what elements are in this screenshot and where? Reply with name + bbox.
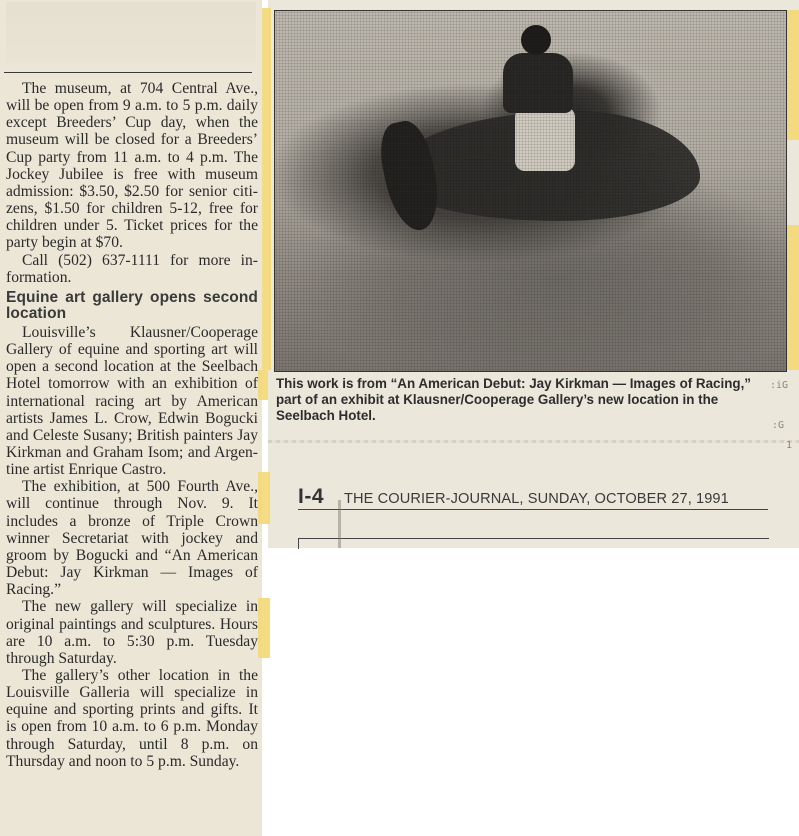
fold-mark bbox=[338, 500, 341, 548]
paragraph-exhibition: The exhibition, at 500 Fourth Ave., will continue through Nov. 9. It includes a bronze of Triple Crown winner Secretariat with jockey and groom by Bogucki and “An American Debut: Jay Kirkman — Images of Racing.” bbox=[6, 478, 258, 599]
article-body bbox=[6, 80, 258, 770]
tape-strip-photo-left bbox=[262, 8, 271, 370]
bleed-through-text bbox=[6, 2, 256, 64]
bleed-through-mark: :iG bbox=[770, 380, 789, 391]
photo-caption: This work is from “An American Debut: Jay Kirkman — Images of Racing,” part of an exhibit at Klausner/Cooperage Gallery’s new location in the Seelbach Hotel. bbox=[276, 376, 751, 423]
tape-strip-left-lower bbox=[258, 598, 270, 658]
paragraph-gallery-intro: Louisville’s Klausner/Cooperage Gallery of equine and sporting art will open a second location at the Seelbach Hotel tomorrow with an exhibition of international racing art by American artists James L. Crow, Edwin Bogucki and Celeste Susany; British painters Jay Kirkman and Graham Isom; and Argentine artist Enrique Castro. bbox=[6, 323, 258, 479]
halftone-overlay bbox=[275, 11, 786, 371]
page-number: I-4 bbox=[298, 485, 325, 508]
newspaper-dateline: THE COURIER-JOURNAL, SUNDAY, OCTOBER 27, 1991 bbox=[344, 491, 729, 507]
lower-rule-box bbox=[298, 538, 769, 549]
paragraph-new-gallery-hours: The new gallery will specialize in original paintings and sculptures. Hours are 10 a.m. to 5:30 p.m. Tuesday through Saturday. bbox=[6, 598, 258, 667]
tape-strip-photo-right-top bbox=[787, 10, 799, 140]
bleed-through-mark: 1 bbox=[786, 440, 793, 451]
paragraph-museum-phone: Call (502) 637-1111 for more information. bbox=[6, 251, 258, 286]
left-column-clipping bbox=[0, 0, 262, 836]
article-headline: Equine art gallery opens second location bbox=[6, 288, 258, 322]
tape-strip-photo-right-bottom bbox=[787, 225, 799, 370]
torn-edge bbox=[268, 440, 799, 443]
page-folio bbox=[298, 485, 768, 510]
jockey-horse-photo bbox=[274, 10, 787, 372]
paragraph-galleria-location: The gallery’s other location in the Louisville Galleria will specialize in equine and sporting prints and gifts. It is open from 10 a.m. to 6 p.m. Monday through Saturday, until 8 p.m. on Thursday and noon to 5 p.m. Sunday. bbox=[6, 667, 258, 770]
tape-strip-caption bbox=[258, 370, 268, 400]
bleed-through-mark: :G bbox=[772, 420, 785, 431]
tape-strip-left-mid bbox=[258, 472, 270, 524]
column-rule bbox=[4, 72, 252, 73]
paragraph-museum-hours: The museum, at 704 Central Ave., will be open from 9 a.m. to 5 p.m. daily except Breeders’ Cup day, when the museum will be closed for a Breeders’ Cup party from 11 a.m. to 4 p.m. The Jockey Jubilee is free with museum admission: $3.50, $2.50 for senior citizens, $1.50 for children 5-12, free for children under 5. Ticket prices for the party begin at $70. bbox=[6, 80, 258, 252]
